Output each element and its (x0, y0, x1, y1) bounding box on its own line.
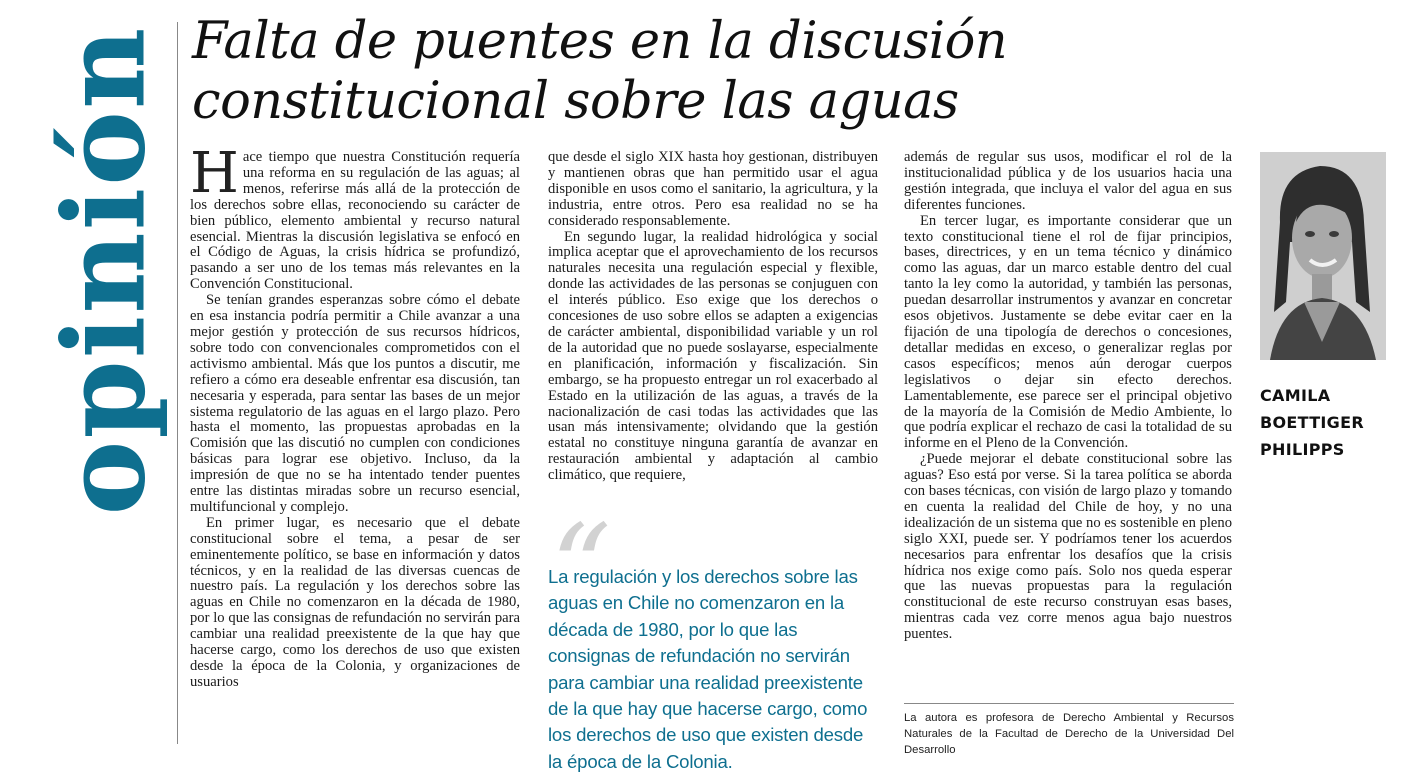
author-name (1260, 382, 1410, 463)
headline: Falta de puentes en la discusión constitucional sobre las aguas (192, 12, 1008, 131)
author-photo (1260, 152, 1386, 360)
author-name-line-3: PHILIPPS (1260, 440, 1345, 459)
paragraph-4: que desde el siglo XIX hasta hoy gestionan, distribuyen y mantienen obras que han permitido usar el agua disponible en usos como el sanitario, la agricultura, y la industria, entre otros. Pero esa realidad no se ha considerado responsablemente. (548, 150, 878, 229)
bio-divider (904, 703, 1234, 704)
paragraph-2: Se tenían grandes esperanzas sobre cómo el debate en esa instancia podría permitir a Chile avanzar a una mejor gestión y protección de sus recursos hídricos, sobre todo con convencionales comprometidos con el activismo ambiental. Más que los puntos a discutir, me refiero a cómo era deseable enfrentar esa discusión, tan necesaria y esperada, para sentar las bases de un mejor sistema regulatorio de las aguas en el largo plazo. Pero hasta el momento, las propuestas aprobadas en la Comisión que las discutió no cumplen con condiciones básicas para lograr ese objetivo. Incluso, da la impresión de que no se ha intentado tender puentes entre las distintas miradas sobre un recurso esencial, multifuncional y complejo. (190, 292, 520, 515)
article-column-2 (548, 150, 878, 515)
paragraph-1-text: ace tiempo que nuestra Constitución requería una reforma en su regulación de las aguas; al menos, referirse más allá de la protección de los derechos sobre ellas, reconociendo su carácter de bien público, elemento ambiental y recurso natural esencial. Mientras la discusión legislativa se enfocó en el Código de Aguas, la crisis hídrica se profundizó, pasando a ser uno de los temas más relevantes en la Convención Constitucional. (190, 150, 520, 293)
author-bio: La autora es profesora de Derecho Ambiental y Recursos Naturales de la Facultad de Derecho de la Universidad Del Desarrollo (904, 712, 1234, 756)
paragraph-6: además de regular sus usos, modificar el rol de la institucionalidad pública y de los usuarios hacia una gestión integrada, que incluya el valor del agua en sus diferentes funciones. (904, 150, 1232, 213)
author-portrait-icon (1260, 152, 1386, 360)
article-column-3 (904, 150, 1232, 750)
paragraph-3: En primer lugar, es necesario que el debate constitucional sobre el tema, a pesar de ser eminentemente político, se base en información y datos técnicos, y en la realidad de las diversas cuencas de nuestro país. La regulación y los derechos sobre las aguas en Chile no comenzaron en la década de 1980, por lo que las consignas de refundación no servirán para cambiar una realidad preexistente de la que hay que hacerse cargo, como los derechos de uso que existen desde la época de la Colonia, y organizaciones de usuarios (190, 514, 520, 690)
author-name-line-1: CAMILA (1260, 386, 1331, 405)
section-label-text: opinión (39, 25, 171, 515)
paragraph-5: En segundo lugar, la realidad hidrológica y social implica aceptar que el aprovechamiento de los recursos naturales necesita una regulación especial y flexible, donde las actividades de las personas se conjuguen con el interés público. Eso exige que los derechos o concesiones de uso sobre ellos se adapten a exigencias de carácter ambiental, disponibilidad variable y un rol de la autoridad que no puede soslayarse, especialmente en planificación, información y fiscalización. Sin embargo, se ha propuesto entregar un rol exacerbado al Estado en la utilización de las aguas, a través de la nacionalización de casi todas las actividades que las usan más intensivamente; olvidando que la gestión estatal no constituye ninguna garantía de avanzar en restauración ambiental y adaptación al cambio climático, que requiere, (548, 228, 878, 484)
author-name-line-2: BOETTIGER (1260, 413, 1364, 432)
pull-quote: La regulación y los derechos sobre las aguas en Chile no comenzaron en la década de 1980, por lo que las consignas de refundación no servirán para cambiar una realidad preexistente de la que hay que hacerse cargo, como los derechos de uso que existen desde la época de la Colonia. (548, 566, 868, 772)
quote-mark-icon: “ (550, 500, 612, 639)
vertical-divider (177, 22, 178, 744)
paragraph-1 (190, 150, 520, 293)
paragraph-7: En tercer lugar, es importante considerar que un texto constitucional tiene el rol de fijar principios, bases, directrices, y en un tema técnico y dinámico como las aguas, dar un marco estable dentro del cual tanto la ley como la autoridad, y también las personas, puedan desarrollar instrumentos y avanzar en concretar esos objetivos. Justamente se debe evitar caer en la fijación de una tipología de derechos o concesiones, detallar medidas en exceso, o generalizar reglas por casos específicos; menos aún derogar cuerpos legislativos o dejar sin efecto derechos. Lamentablemente, ese parece ser el principal objetivo de la mayoría de la Comisión de Medio Ambiente, lo que podría explicar el rechazo de casi la totalidad de su informe en el Pleno de la Convención. (904, 212, 1232, 452)
drop-cap: H (190, 150, 239, 206)
section-label (39, 10, 171, 530)
article-column-1 (190, 150, 520, 750)
paragraph-8: ¿Puede mejorar el debate constitucional sobre las aguas? Eso está por verse. Si la tarea política se aborda con bases técnicas, con visión de largo plazo y tomando en cuenta la realidad del Chile de hoy, y no una idealización de un sistema que no es sostenible en pleno siglo XXI, puede ser. Y podríamos tener los acuerdos necesarios para enfrentar los desafíos que la crisis hídrica nos exige como país. Solo nos queda esperar que las nuevas propuestas para la regulación constitucional de este recurso construyan esas bases, mientras cada vez corre menos agua bajo nuestros puentes. (904, 451, 1232, 643)
